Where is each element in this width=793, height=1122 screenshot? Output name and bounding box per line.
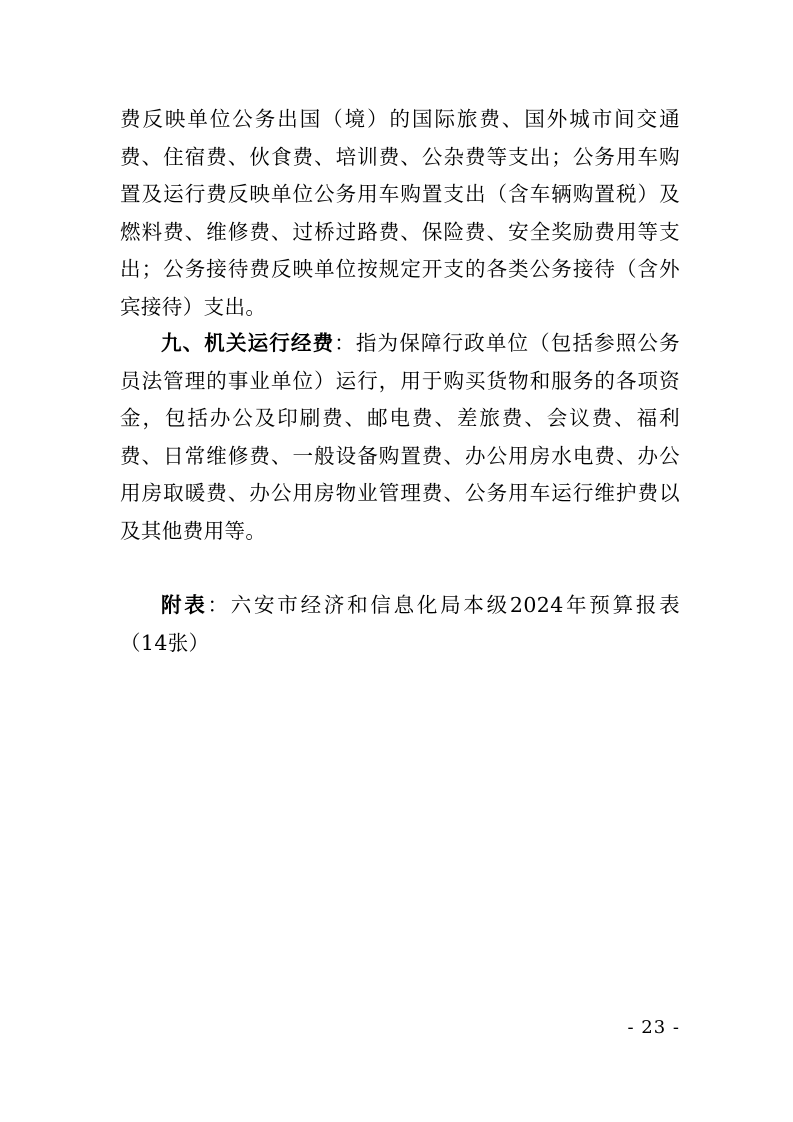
- attachment-paragraph: [120, 587, 680, 662]
- attachment-heading: 附表: [161, 593, 208, 617]
- section-9-paragraph: [120, 325, 680, 550]
- section-9-heading: 九、机关运行经费: [161, 331, 335, 355]
- section-9-body: ：指为保障行政单位（包括参照公务员法管理的事业单位）运行，用于购买货物和服务的各项资金，包括办公及印刷费、邮电费、差旅费、会议费、福利费、日常维修费、一般设备购置费、办公用房水电费、办公用房取暖费、办公用房物业管理费、公务用车运行维护费以及其他费用等。: [120, 331, 680, 543]
- attachment-body: ：六安市经济和信息化局本级2024年预算报表（14张）: [120, 593, 680, 655]
- paragraph-text: 费反映单位公务出国（境）的国际旅费、国外城市间交通费、住宿费、伙食费、培训费、公杂费等支出；公务用车购置及运行费反映单位公务用车购置支出（含车辆购置税）及燃料费、维修费、过桥过路费、保险费、安全奖励费用等支出；公务接待费反映单位按规定开支的各类公务接待（含外宾接待）支出。: [120, 107, 680, 319]
- page-number: - 23 -: [627, 1017, 680, 1038]
- paragraph-expense-description: [120, 101, 680, 326]
